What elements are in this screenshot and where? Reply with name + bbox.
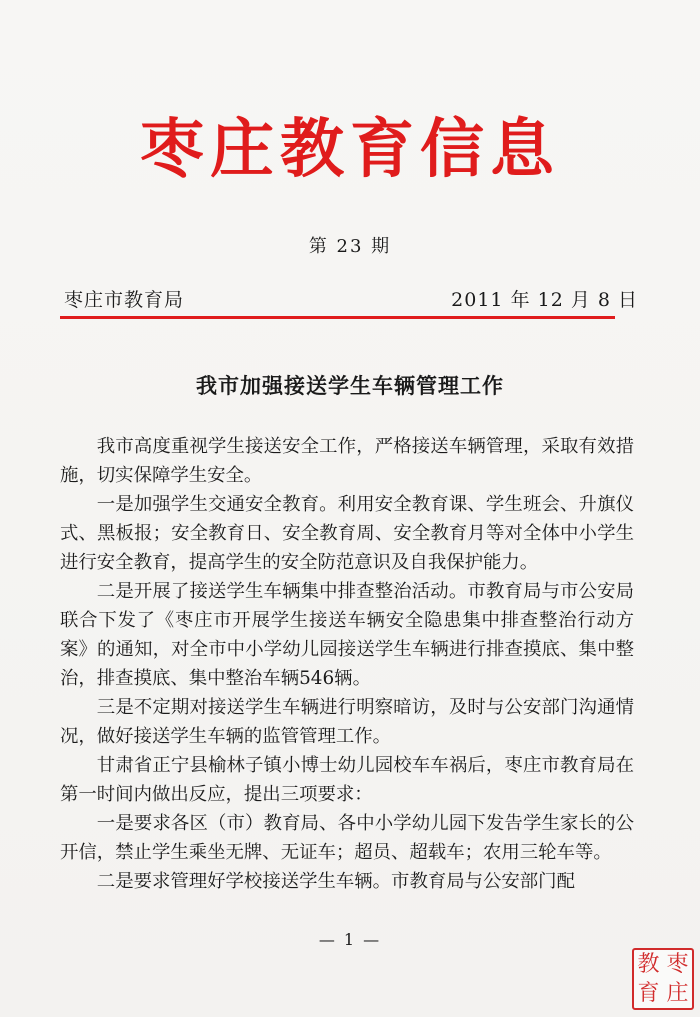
article-title: 我市加强接送学生车辆管理工作 bbox=[196, 373, 504, 398]
masthead-title: 枣庄教育信息 bbox=[140, 112, 560, 187]
issue-number: 第 23 期 bbox=[308, 236, 392, 257]
seal-char: 枣 bbox=[666, 951, 689, 977]
seal-char: 庄 bbox=[666, 980, 689, 1006]
header-row bbox=[64, 285, 638, 311]
paragraph: 二是开展了接送学生车辆集中排查整治活动。市教育局与市公安局联合下发了《枣庄市开展学生接送车辆安全隐患集中排查整治行动方案》的通知，对全市中小学幼儿园接送学生车辆进行排查摸底、集中整治，排查摸底、集中整治车辆546辆。 bbox=[60, 581, 634, 689]
issue-date: 2011 年 12 月 8 日 bbox=[451, 289, 638, 311]
paragraph: 一是要求各区（市）教育局、各中小学幼儿园下发告学生家长的公开信，禁止学生乘坐无牌、无证车；超员、超载车；农用三轮车等。 bbox=[60, 813, 634, 863]
page-number: — 1 — bbox=[318, 930, 382, 949]
paragraph: 甘肃省正宁县榆林子镇小博士幼儿园校车车祸后，枣庄市教育局在第一时间内做出反应，提出三项要求： bbox=[60, 755, 634, 805]
seal-char: 育 bbox=[637, 980, 660, 1006]
paragraph: 三是不定期对接送学生车辆进行明察暗访，及时与公安部门沟通情况，做好接送学生车辆的监管管理工作。 bbox=[60, 697, 634, 747]
paragraph: 二是要求管理好学校接送学生车辆。市教育局与公安部门配 bbox=[96, 871, 575, 892]
paragraph: 一是加强学生交通安全教育。利用安全教育课、学生班会、升旗仪式、黑板报；安全教育日、安全教育周、安全教育月等对全体中小学生进行安全教育，提高学生的安全防范意识及自我保护能力。 bbox=[60, 494, 634, 573]
red-divider bbox=[60, 316, 615, 319]
issuing-organization: 枣庄市教育局 bbox=[64, 289, 185, 311]
seal-stamp bbox=[632, 948, 694, 1010]
article-body bbox=[60, 432, 634, 896]
seal-char: 教 bbox=[637, 951, 660, 977]
paragraph: 我市高度重视学生接送安全工作，严格接送车辆管理，采取有效措施，切实保障学生安全。 bbox=[60, 436, 634, 486]
